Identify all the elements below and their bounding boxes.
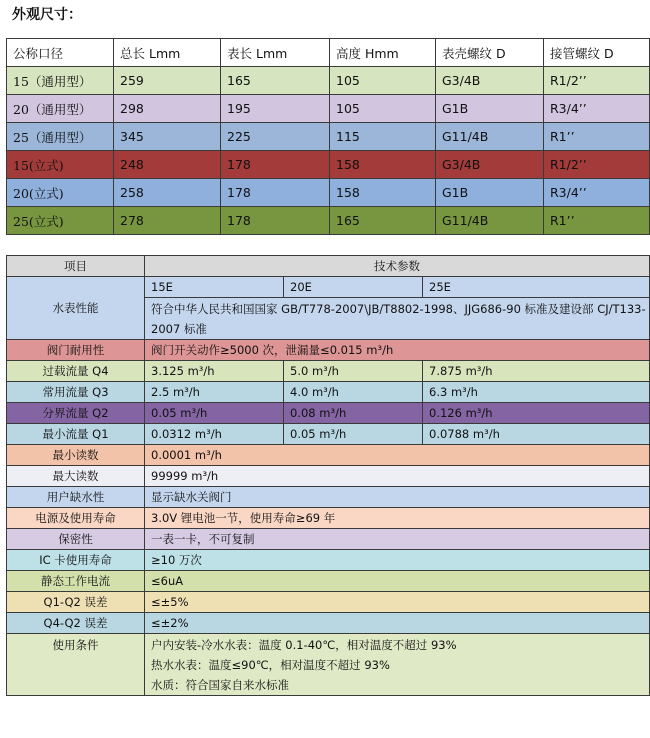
- flow-cell: [423, 361, 650, 382]
- table-row: [7, 151, 650, 179]
- row-label: 水表性能: [7, 277, 145, 340]
- flow-cell: [284, 424, 423, 445]
- section-heading: 外观尺寸：: [12, 7, 82, 23]
- model-cell: 15E: [145, 277, 284, 298]
- table-cell: 20(立式): [7, 179, 114, 207]
- header-cell: 表壳螺纹 D: [436, 39, 544, 67]
- flow-unit: m³/h: [319, 406, 347, 420]
- flow-value: 0.126: [429, 406, 462, 420]
- spec-row: [7, 445, 650, 466]
- table-cell: 248: [114, 151, 221, 179]
- table-row: [7, 123, 650, 151]
- table-cell: 158: [330, 151, 436, 179]
- table-cell: 15（通用型）: [7, 67, 114, 95]
- table-cell: G1B: [436, 95, 544, 123]
- row-label: 最小流量 Q1: [7, 424, 145, 445]
- row-value: ≤±2%: [145, 613, 650, 634]
- performance-text: 符合中华人民共和国国家 GB/T778-2007\JB/T8802-1998、JJG686-90 标准及建设部 CJ/T133-2007 标准: [145, 298, 650, 340]
- table-cell: 178: [221, 151, 330, 179]
- table-cell: 278: [114, 207, 221, 235]
- table-cell: 178: [221, 179, 330, 207]
- conditions-cell: [145, 634, 650, 696]
- header-cell: 高度 Hmm: [330, 39, 436, 67]
- flow-value: 6.3: [429, 385, 448, 399]
- row-label: 保密性: [7, 529, 145, 550]
- spec-row: [7, 508, 650, 529]
- table-cell: 225: [221, 123, 330, 151]
- flow-cell: [423, 403, 650, 424]
- flow-unit: m³/h: [319, 427, 347, 441]
- flow-value: 2.5: [151, 385, 170, 399]
- row-label: 用户缺水性: [7, 487, 145, 508]
- specs-table: [6, 255, 650, 696]
- table-cell: 105: [330, 95, 436, 123]
- flow-cell: [145, 424, 284, 445]
- flow-cell: [284, 361, 423, 382]
- table-cell: 259: [114, 67, 221, 95]
- table-cell: G11/4B: [436, 123, 544, 151]
- row-value: 0.0001 m³/h: [145, 445, 650, 466]
- flow-unit: m³/h: [465, 406, 493, 420]
- table-cell: G3/4B: [436, 151, 544, 179]
- row-value: 阀门开关动作≥5000 次，泄漏量≤0.015 m³/h: [145, 340, 650, 361]
- spec-row: [7, 529, 650, 550]
- table-row: [7, 207, 650, 235]
- table-cell: R1’’: [544, 207, 650, 235]
- condition-line: 水质：符合国家自来水标准: [151, 678, 289, 692]
- flow-row-q4: [7, 361, 650, 382]
- table-cell: 20（通用型）: [7, 95, 114, 123]
- specs-header-row: [7, 256, 650, 277]
- flow-cell: [145, 403, 284, 424]
- flow-unit: m³/h: [311, 364, 339, 378]
- table-cell: 115: [330, 123, 436, 151]
- conditions-row: [7, 634, 650, 696]
- flow-unit: m³/h: [472, 427, 500, 441]
- row-label: 分界流量 Q2: [7, 403, 145, 424]
- dimensions-header-row: [7, 39, 650, 67]
- table-row: [7, 179, 650, 207]
- row-label: Q1-Q2 误差: [7, 592, 145, 613]
- table-cell: R3/4’’: [544, 179, 650, 207]
- valve-row: [7, 340, 650, 361]
- spec-row: [7, 550, 650, 571]
- spec-row: [7, 571, 650, 592]
- spec-row: [7, 613, 650, 634]
- flow-unit: m³/h: [194, 427, 222, 441]
- flow-unit: m³/h: [180, 406, 208, 420]
- flow-cell: [423, 424, 650, 445]
- table-cell: 345: [114, 123, 221, 151]
- row-value: 3.0V 锂电池一节，使用寿命≥69 年: [145, 508, 650, 529]
- table-cell: R1/2’’: [544, 67, 650, 95]
- row-label: IC 卡使用寿命: [7, 550, 145, 571]
- flow-value: 5.0: [290, 364, 309, 378]
- flow-value: 0.08: [290, 406, 316, 420]
- table-cell: R1’’: [544, 123, 650, 151]
- spec-row: [7, 487, 650, 508]
- header-cell: 表长 Lmm: [221, 39, 330, 67]
- table-cell: 165: [221, 67, 330, 95]
- flow-cell: [145, 361, 284, 382]
- flow-value: 7.875: [429, 364, 462, 378]
- table-cell: 258: [114, 179, 221, 207]
- row-value: ≤±5%: [145, 592, 650, 613]
- table-cell: G3/4B: [436, 67, 544, 95]
- table-cell: R3/4’’: [544, 95, 650, 123]
- flow-row-q2: [7, 403, 650, 424]
- flow-value: 0.0788: [429, 427, 470, 441]
- performance-row: [7, 277, 650, 298]
- flow-value: 0.05: [290, 427, 316, 441]
- dimensions-table: [6, 38, 650, 235]
- flow-cell: [423, 382, 650, 403]
- table-cell: 178: [221, 207, 330, 235]
- table-cell: 25(立式): [7, 207, 114, 235]
- header-item: 项目: [7, 256, 145, 277]
- row-value: 99999 m³/h: [145, 466, 650, 487]
- model-cell: 20E: [284, 277, 423, 298]
- table-cell: 195: [221, 95, 330, 123]
- header-params: 技术参数: [145, 256, 650, 277]
- row-value: ≤6uA: [145, 571, 650, 592]
- table-cell: 165: [330, 207, 436, 235]
- row-value: ≥10 万次: [145, 550, 650, 571]
- flow-value: 3.125: [151, 364, 184, 378]
- row-label: 最大读数: [7, 466, 145, 487]
- flow-cell: [145, 382, 284, 403]
- table-cell: 15(立式): [7, 151, 114, 179]
- table-row: [7, 95, 650, 123]
- row-value: 显示缺水关阀门: [145, 487, 650, 508]
- table-row: [7, 67, 650, 95]
- flow-unit: m³/h: [450, 385, 478, 399]
- flow-unit: m³/h: [172, 385, 200, 399]
- flow-value: 0.05: [151, 406, 177, 420]
- flow-row-q1: [7, 424, 650, 445]
- header-cell: 总长 Lmm: [114, 39, 221, 67]
- row-label: Q4-Q2 误差: [7, 613, 145, 634]
- row-label: 静态工作电流: [7, 571, 145, 592]
- table-cell: 158: [330, 179, 436, 207]
- model-cell: 25E: [423, 277, 650, 298]
- row-label: 过载流量 Q4: [7, 361, 145, 382]
- flow-cell: [284, 382, 423, 403]
- header-cell: 接管螺纹 D: [544, 39, 650, 67]
- flow-value: 4.0: [290, 385, 309, 399]
- flow-unit: m³/h: [465, 364, 493, 378]
- row-label: 阀门耐用性: [7, 340, 145, 361]
- header-cell: 公称口径: [7, 39, 114, 67]
- spec-row: [7, 466, 650, 487]
- spec-row: [7, 592, 650, 613]
- condition-line: 热水水表：温度≤90℃，相对温度不超过 93%: [151, 658, 390, 672]
- condition-line: 户内安装-冷水水表：温度 0.1-40℃，相对温度不超过 93%: [151, 638, 457, 652]
- table-cell: R1/2’’: [544, 151, 650, 179]
- table-cell: 298: [114, 95, 221, 123]
- row-label: 电源及使用寿命: [7, 508, 145, 529]
- table-cell: G1B: [436, 179, 544, 207]
- row-value: 一表一卡，不可复制: [145, 529, 650, 550]
- table-cell: G11/4B: [436, 207, 544, 235]
- flow-value: 0.0312: [151, 427, 192, 441]
- row-label: 使用条件: [7, 634, 145, 696]
- row-label: 最小读数: [7, 445, 145, 466]
- flow-unit: m³/h: [187, 364, 215, 378]
- table-cell: 105: [330, 67, 436, 95]
- flow-cell: [284, 403, 423, 424]
- table-cell: 25（通用型）: [7, 123, 114, 151]
- row-label: 常用流量 Q3: [7, 382, 145, 403]
- flow-unit: m³/h: [311, 385, 339, 399]
- flow-row-q3: [7, 382, 650, 403]
